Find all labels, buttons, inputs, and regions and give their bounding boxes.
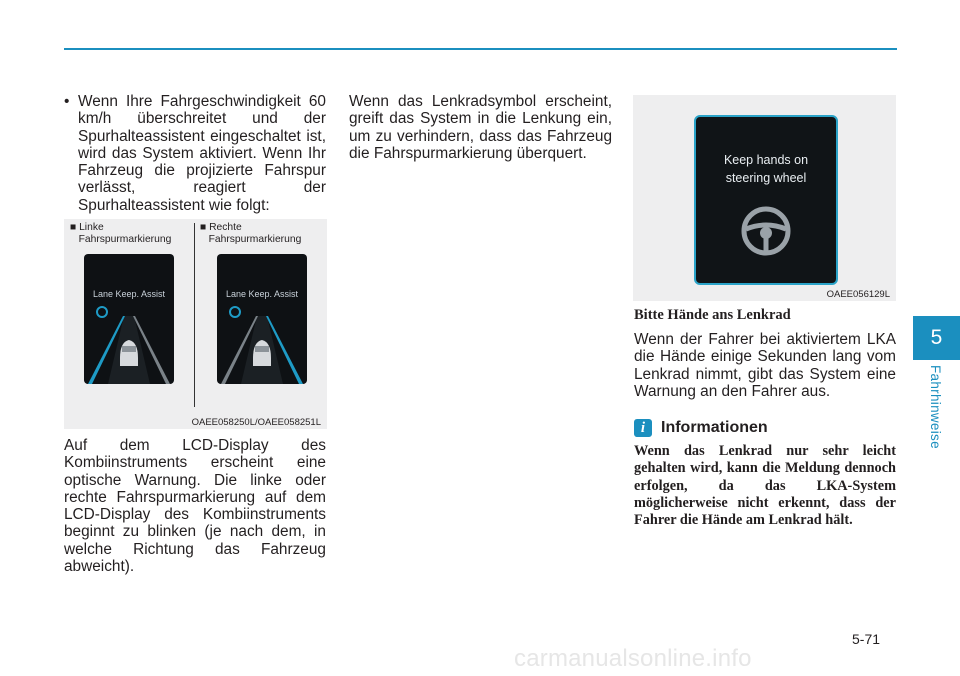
legend-left-lane: ■ Linke Fahrspurmarkierung: [70, 222, 172, 245]
bullet-text: Wenn Ihre Fahrgeschwindigkeit 60 km/h überschreitet und der Spurhalteassistent eingeschaltet ist, wird das System aktiviert. Wenn Ihr Fahrzeug die projizierte Fahrspur verlässt, reagiert der Spurhalteassistent wie folgt:: [78, 93, 326, 214]
figure-code: OAEE058250L/OAEE058251L: [191, 417, 321, 428]
lka-indicator-icon: [230, 307, 240, 317]
chapter-label: Fahrhinweise: [928, 365, 943, 449]
page-number: 5-71: [852, 631, 881, 647]
legend-right-lane: ■ Rechte Fahrspurmarkierung: [200, 222, 302, 245]
cluster-screen-left: [84, 254, 174, 384]
bullet-item: [64, 93, 326, 214]
cluster-warning-screen: [694, 115, 838, 285]
steering-warning-figure: [633, 95, 896, 301]
info-body: Wenn das Lenkrad nur sehr leicht gehalten wird, kann die Meldung dennoch erfolgen, da das LKA-System möglicherweise nicht erkennt, dass der Fahrer die Hände am Lenkrad hält.: [634, 443, 896, 529]
top-rule: [64, 48, 897, 50]
lane-scene-left: [84, 254, 174, 384]
info-heading: [634, 419, 768, 437]
middle-paragraph: Wenn das Lenkradsymbol erscheint, greift das System in die Lenkung ein, um zu verhindern, dass das Fahrzeug die Fahrspurmarkierung überquert.: [349, 93, 612, 162]
lka-indicator-icon: [97, 307, 107, 317]
chapter-tab[interactable]: 5: [913, 316, 960, 360]
warning-message: Keep hands on steering wheel: [723, 153, 809, 185]
left-paragraph: Auf dem LCD-Display des Kombiinstruments erscheint eine optische Warnung. Die linke oder rechte Fahrspurmarkierung auf dem LCD-Display des Kombiinstruments beginnt zu blinken (je nach dem, in welche Richtung das Fahrzeug abweicht).: [64, 437, 326, 576]
info-label: Informationen: [661, 419, 768, 436]
screen-title-right: Lane Keep. Assist: [225, 289, 299, 299]
figure-code: OAEE056129L: [826, 289, 890, 300]
left-column: [64, 93, 326, 214]
screen-title-left: Lane Keep. Assist: [92, 289, 166, 299]
steering-wheel-icon: [740, 205, 792, 257]
watermark: carmanualsonline.info: [514, 645, 752, 672]
info-icon: i: [634, 419, 652, 437]
bullet-dot: •: [64, 93, 70, 110]
section-heading: Bitte Hände ans Lenkrad: [634, 307, 791, 323]
right-paragraph: Wenn der Fahrer bei aktiviertem LKA die Hände einige Sekunden lang vom Lenkrad nimmt, gibt das System eine Warnung an den Fahrer aus.: [634, 331, 896, 400]
figure-divider: [194, 223, 195, 407]
cluster-screen-right: [217, 254, 307, 384]
lane-scene-right: [217, 254, 307, 384]
lane-marking-figure: [64, 219, 327, 429]
